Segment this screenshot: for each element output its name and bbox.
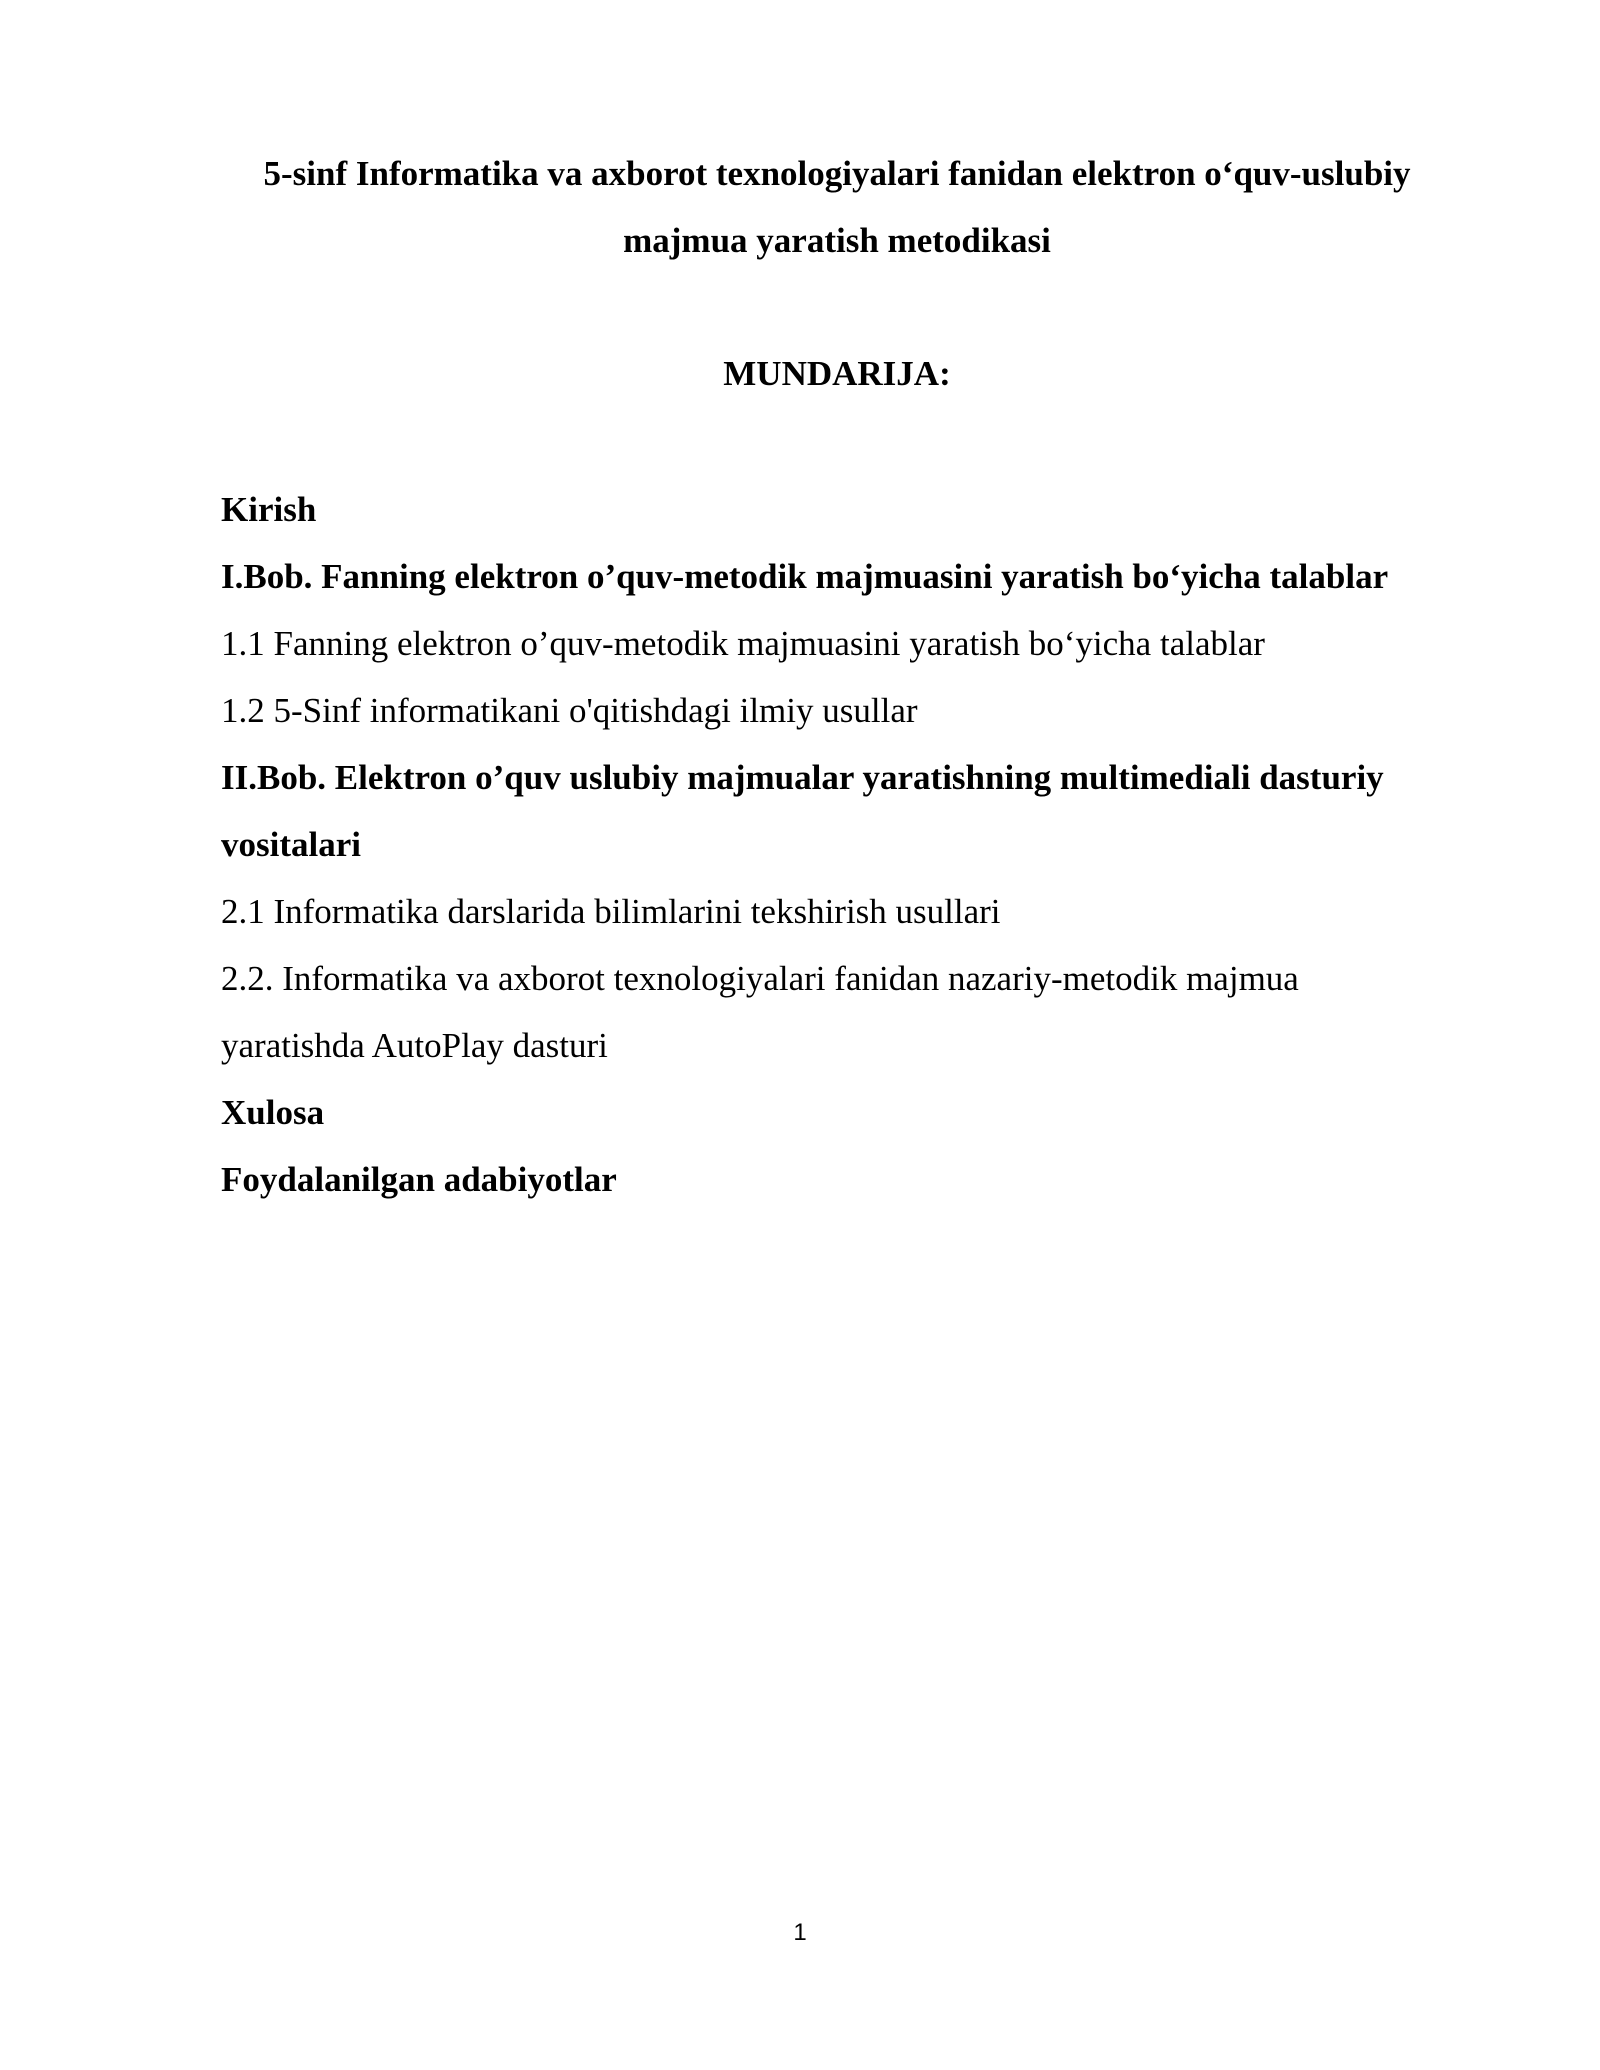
toc-entry-references: Foydalanilgan adabiyotlar: [221, 1160, 617, 1199]
toc-heading: MUNDARIJA:: [723, 354, 951, 393]
toc-entry-introduction: Kirish: [221, 490, 317, 529]
toc-entry-section-2-2: 2.2. Informatika va axborot texnologiyalari fanidan nazariy-metodik majmua yaratishda AutoPlay dasturi: [221, 959, 1299, 1065]
table-of-contents: [221, 476, 1436, 1213]
page-number: 1: [793, 1919, 807, 1946]
document-title: 5-sinf Informatika va axborot texnologiyalari fanidan elektron o‘quv-uslubiy majmua yaratish metodikasi: [263, 154, 1411, 260]
toc-entry-section-2-1: 2.1 Informatika darslarida bilimlarini tekshirish usullari: [221, 892, 1001, 931]
toc-entry-conclusion: Xulosa: [221, 1093, 325, 1132]
toc-entry-chapter-1: I.Bob. Fanning elektron o’quv-metodik majmuasini yaratish bo‘yicha talablar: [221, 557, 1389, 596]
toc-entry-section-1-2: 1.2 5-Sinf informatikani o'qitishdagi ilmiy usullar: [221, 691, 918, 730]
toc-entry-section-1-1: 1.1 Fanning elektron o’quv-metodik majmuasini yaratish bo‘yicha talablar: [221, 624, 1265, 663]
toc-entry-chapter-2: II.Bob. Elektron o’quv uslubiy majmualar yaratishning multimediali dasturiy vositalari: [221, 758, 1384, 864]
